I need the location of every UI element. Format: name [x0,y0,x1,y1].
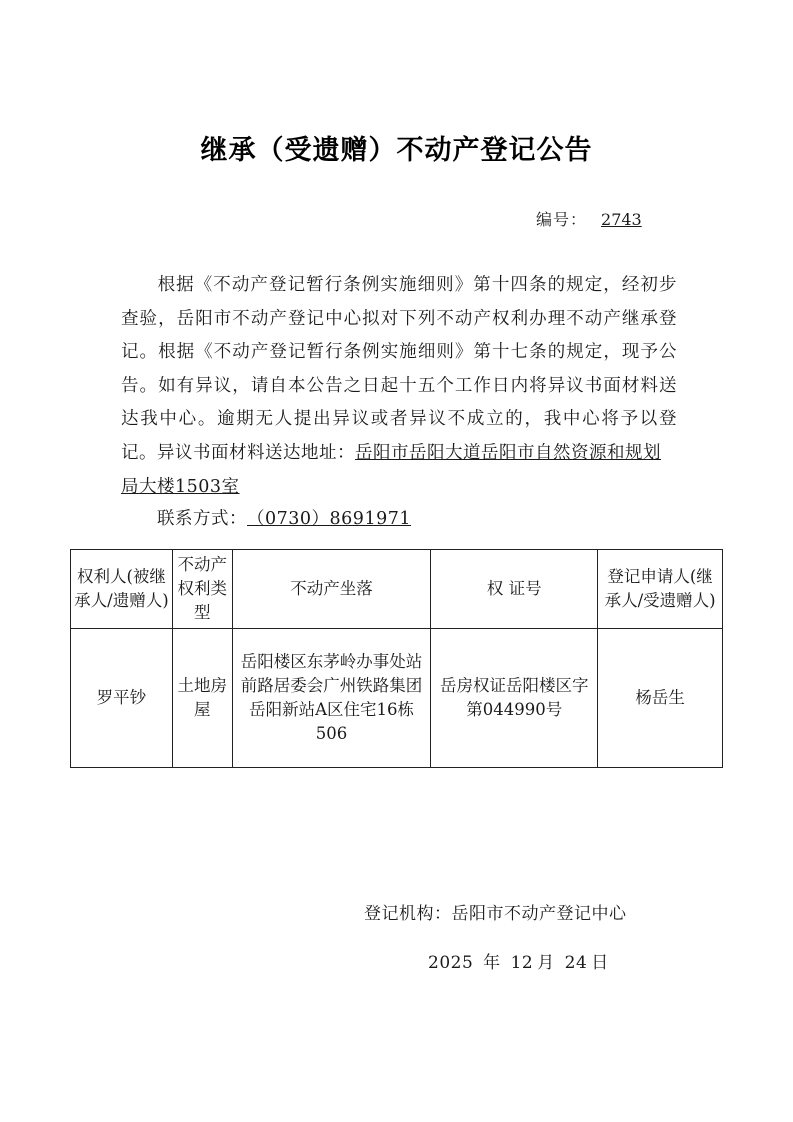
date-year: 2025 [428,953,474,973]
date-month-unit: 月 [537,953,555,973]
announcement-date [428,948,613,973]
org-label: 登记机构： [364,904,452,924]
address-label: 异议书面材料送达地址： [157,443,355,463]
contact-info [157,505,411,530]
cell-location: 岳阳楼区东茅岭办事处站前路居委会广州铁路集团岳阳新站A区住宅16栋506 [232,629,431,768]
objection-address [121,437,677,504]
header-location: 不动产坐落 [232,550,431,629]
serial-number [536,207,642,230]
contact-value: （0730）8691971 [247,509,411,529]
serial-value: 2743 [601,210,642,229]
address-value: 岳阳市岳阳大道岳阳市自然资源和规划局大楼1503室 [121,443,661,497]
registration-table [70,549,723,768]
page-title: 继承（受遗赠）不动产登记公告 [200,135,593,166]
contact-label: 联系方式： [157,509,247,529]
header-certificate: 权 证号 [431,550,598,629]
header-right-type: 不动产权利类型 [172,550,232,629]
date-month: 12 [510,953,534,973]
registration-authority [364,899,627,924]
table-header-row [71,550,723,629]
date-year-unit: 年 [483,953,501,973]
org-value: 岳阳市不动产登记中心 [451,904,627,924]
date-day-unit: 日 [591,953,609,973]
table-row [71,629,723,768]
cell-right-type: 土地房屋 [172,629,232,768]
date-day: 24 [564,953,588,973]
cell-applicant: 杨岳生 [598,629,723,768]
announcement-text: 根据《不动产登记暂行条例实施细则》第十四条的规定，经初步查验，岳阳市不动产登记中心拟对下列不动产权利办理不动产继承登记。根据《不动产登记暂行条例实施细则》第十七条的规定，现予公告。如有异议，请自本公告之日起十五个工作日内将异议书面材料送达我中心。逾期无人提出异议或者异议不成立的，我中心将予以登记。 [121,275,677,463]
header-holder: 权利人(被继承人/遗赠人) [71,550,173,629]
cell-certificate: 岳房权证岳阳楼区字第044990号 [431,629,598,768]
cell-holder: 罗平钞 [71,629,173,768]
serial-label: 编号： [536,210,588,229]
header-applicant: 登记申请人(继承人/受遗赠人) [598,550,723,629]
